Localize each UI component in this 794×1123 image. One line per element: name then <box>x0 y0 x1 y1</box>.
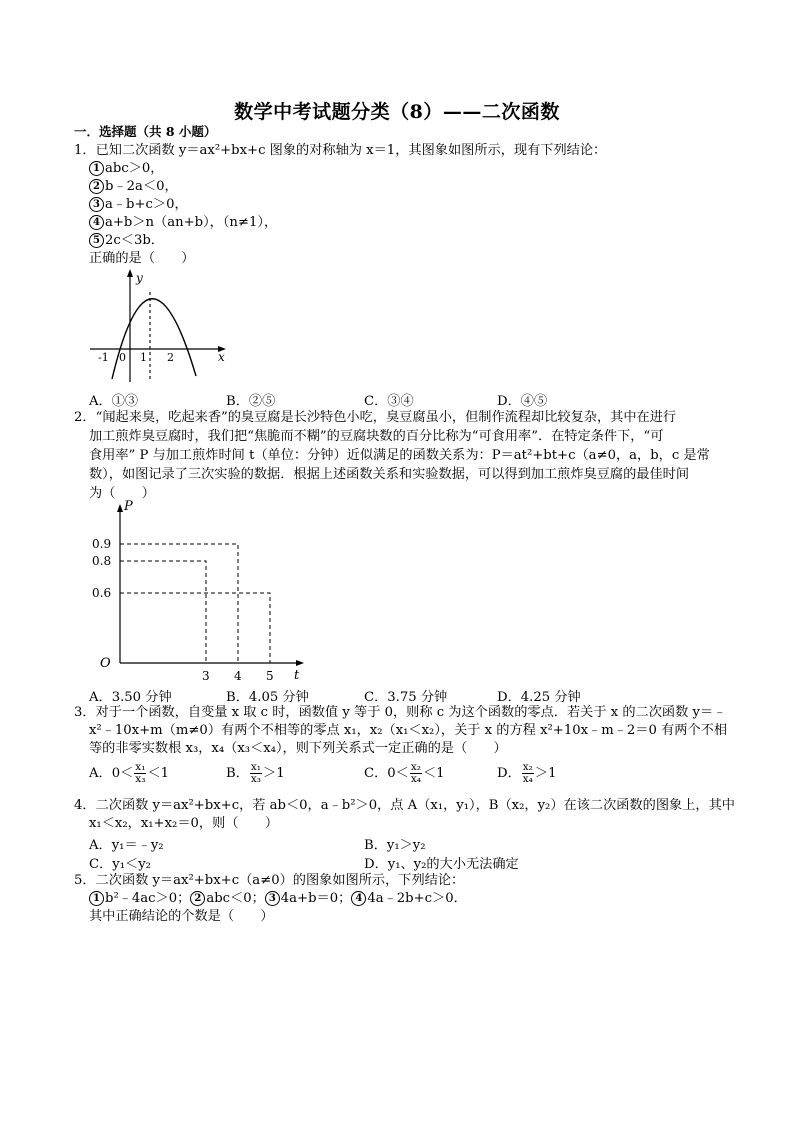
parabola-curve <box>112 299 196 379</box>
q2-option-a[interactable]: A．3.50 分钟 <box>89 690 172 705</box>
q2-data-figure <box>90 496 320 686</box>
q1-stem: 1．已知二次函数 y＝ax²+bx+c 图象的对称轴为 x＝1，其图象如图所示，现有下列结论： <box>74 143 607 158</box>
tick-label: 0.9 <box>92 537 112 551</box>
tick-label: 2 <box>167 351 174 364</box>
q3-line-3: 等的非零实数根 x₃，x₄（x₃＜x₄），则下列关系式一定正确的是（ ） <box>89 741 507 756</box>
circled-number: 3 <box>265 891 280 906</box>
tick-label: 3 <box>202 669 210 683</box>
y-axis-label: y <box>136 271 143 285</box>
q1-claim-4: 4 a+b＞n（an+b），（n≠1）， <box>89 214 277 232</box>
t-axis-arrow-icon <box>296 660 304 666</box>
section-heading: 一．选择题（共 8 小题） <box>74 124 217 139</box>
circled-number: 4 <box>351 891 366 906</box>
q4-line-2: x₁＜x₂，x₁+x₂＝0，则（ ） <box>89 816 279 831</box>
q1-claim-3: 3 a﹣b+c＞0， <box>89 196 188 214</box>
q3-line-1: 3．对于一个函数，自变量 x 取 c 时，函数值 y 等于 0，则称 c 为这个函数的零点．若关于 x 的二次函数 y＝﹣ <box>74 705 727 720</box>
fraction: $\frac{\text{x₁}}{\text{x₃}}$ <box>135 761 146 785</box>
p-axis-arrow-icon <box>117 504 123 512</box>
q2-option-d[interactable]: D．4.25 分钟 <box>497 690 581 705</box>
t-axis-label: t <box>294 668 300 683</box>
q2-line-3: 食用率” P 与加工煎炸时间 t（单位：分钟）近似满足的函数关系为：P＝at²+bt+c（a≠0，a，b，c 是常 <box>89 448 710 463</box>
x-axis-label: x <box>218 350 225 364</box>
tick-label: 0.8 <box>92 554 112 568</box>
q1-claim-2: 2 b﹣2a＜0， <box>89 178 178 196</box>
q3-option-c[interactable]: C．0＜ $\frac{\text{x₂}}{\text{x₄}}$ ＜1 <box>364 761 445 785</box>
q4-option-d[interactable]: D．y₁、y₂的大小无法确定 <box>364 857 519 872</box>
q3-option-b[interactable]: B． $\frac{\text{x₁}}{\text{x₃}}$ ＞1 <box>226 761 285 785</box>
q1-option-a[interactable]: A．①③ <box>89 394 139 409</box>
q4-option-c[interactable]: C．y₁＜y₂ <box>89 857 151 872</box>
circled-number: 2 <box>190 891 205 906</box>
q1-claim-1: 1 abc＞0， <box>89 160 163 178</box>
q5-question: 其中正确结论的个数是（ ） <box>89 909 274 924</box>
q5-line-1: 5．二次函数 y＝ax²+bx+c（a≠0）的图象如图所示，下列结论： <box>74 873 465 888</box>
q5-claims: 1 b²﹣4ac＞0； 2 abc＜0； 3 4a+b＝0； 4 4a﹣2b+c＞0． <box>89 890 467 908</box>
q1-parabola-figure <box>86 266 236 384</box>
q4-option-a[interactable]: A．y₁＝﹣y₂ <box>89 838 164 853</box>
circled-number: 3 <box>89 197 104 212</box>
q1-option-d[interactable]: D．④⑤ <box>497 394 548 409</box>
q3-line-2: x²﹣10x+m（m≠0）有两个不相等的零点 x₁，x₂（x₁＜x₂），关于 x 的方程 x²+10x﹣m﹣2＝0 有两个不相 <box>89 723 728 738</box>
q1-option-c[interactable]: C．③④ <box>364 394 414 409</box>
dash-guide-4 <box>120 544 238 663</box>
fraction: $\frac{\text{x₂}}{\text{x₄}}$ <box>522 761 533 785</box>
tick-label: 0 <box>119 351 126 364</box>
page-title: 数学中考试题分类（8）——二次函数 <box>234 101 560 123</box>
circled-number: 1 <box>89 161 104 176</box>
q1-option-b[interactable]: B．②⑤ <box>226 394 276 409</box>
q4-option-b[interactable]: B．y₁＞y₂ <box>364 838 426 853</box>
y-axis-arrow-icon <box>127 269 133 277</box>
circled-number: 4 <box>89 215 104 230</box>
q1-claim-5: 5 2c＜3b． <box>89 232 164 250</box>
tick-label: 0.6 <box>92 586 112 600</box>
tick-label: 5 <box>266 669 274 683</box>
q1-question: 正确的是（ ） <box>89 251 195 266</box>
fraction: $\frac{\text{x₁}}{\text{x₃}}$ <box>250 761 262 785</box>
circled-number: 1 <box>89 891 104 906</box>
q3-option-d[interactable]: D． $\frac{\text{x₂}}{\text{x₄}}$ ＞1 <box>497 761 557 785</box>
tick-label: -1 <box>98 351 109 364</box>
tick-label: 4 <box>234 669 242 683</box>
circled-number: 2 <box>89 179 104 194</box>
dash-guide-3 <box>120 561 206 663</box>
dash-guide-5 <box>120 593 270 663</box>
tick-label: 1 <box>140 351 147 364</box>
q2-line-1: 2．“闻起来臭，吃起来香”的臭豆腐是长沙特色小吃，臭豆腐虽小，但制作流程却比较复杂，其中在进行 <box>74 410 677 425</box>
origin-label: O <box>100 656 111 671</box>
q2-option-c[interactable]: C．3.75 分钟 <box>364 690 448 705</box>
q4-line-1: 4．二次函数 y＝ax²+bx+c，若 ab＜0，a﹣b²＞0，点 A（x₁，y₁），B（x₂，y₂）在该二次函数的图象上，其中 <box>74 798 735 813</box>
q2-line-2: 加工煎炸臭豆腐时，我们把“焦脆而不糊”的豆腐块数的百分比称为“可食用率”．在特定条件下，“可 <box>89 429 664 444</box>
q2-line-5: 为（ ） <box>89 486 155 501</box>
circled-number: 5 <box>89 233 104 248</box>
q3-option-a[interactable]: A．0＜ $\frac{\text{x₁}}{\text{x₃}}$ ＜1 <box>89 761 170 785</box>
q2-line-4: 数），如图记录了三次实验的数据．根据上述函数关系和实验数据，可以得到加工煎炸臭豆腐的最佳时间 <box>89 467 690 482</box>
fraction: $\frac{\text{x₂}}{\text{x₄}}$ <box>410 761 421 785</box>
p-axis-label: P <box>124 499 133 514</box>
q2-option-b[interactable]: B．4.05 分钟 <box>226 690 309 705</box>
